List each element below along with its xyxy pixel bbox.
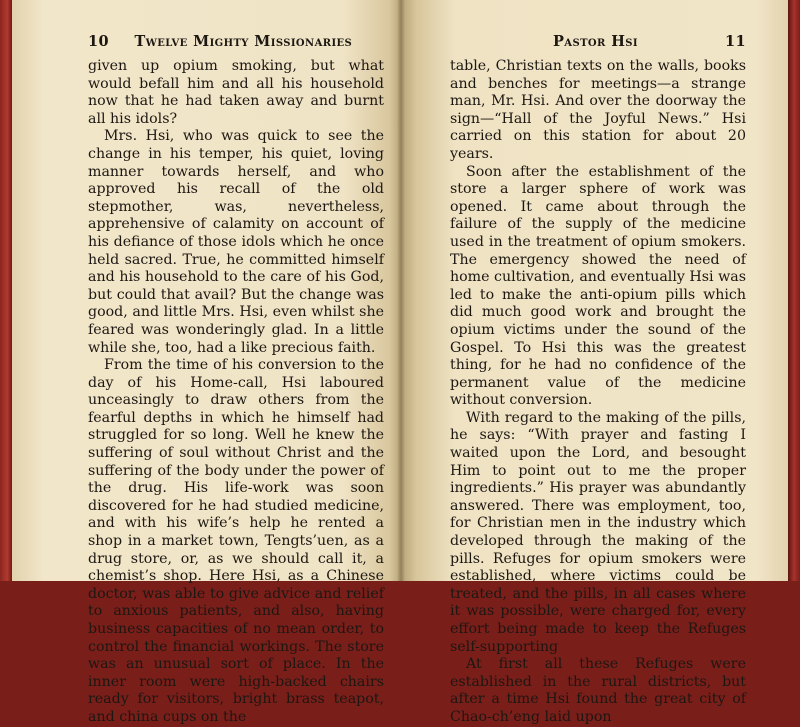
left-running-title: Twelve Mighty Missionaries	[134, 33, 353, 50]
paragraph: At first all these Refuges were established in the rural districts, but after a time Hsi found the great city of Chao-ch’eng laid upon	[450, 656, 746, 725]
left-body-text	[88, 58, 384, 727]
paragraph: Soon after the establishment of the store a larger sphere of work was opened. It came about through the failure of the supply of the medicine used in the treatment of opium smokers. The emergency showed the need of home cultivation, and eventually Hsi was led to make the anti-opium pills which did much good work and brought the opium victims under the sound of the Gospel. To Hsi this was the greatest thing, for he had no confidence of the permanent value of the medicine without conversion.	[450, 163, 746, 409]
paragraph: given up opium smoking, but what would befall him and all his household now that he had taken away and burnt all his idols?	[88, 58, 384, 127]
left-page-number: 10	[88, 33, 109, 50]
paragraph: Mrs. Hsi, who was quick to see the change in his temper, his quiet, loving manner towards herself, and who approved his recall of the old stepmother, was, nevertheless, apprehensive of calamity on account of his defiance of those idols which he once held sacred. True, he committed himself and his household to the care of his God, but could that avail? But the change was good, and little Mrs. Hsi, even whilst she feared was wonderingly glad. In a little while she, too, had a like precious faith.	[88, 128, 384, 356]
right-running-title-wrap	[553, 33, 638, 50]
right-page-number: 11	[725, 33, 746, 50]
left-page	[12, 0, 401, 725]
book-gutter	[397, 0, 405, 581]
right-running-title: Pastor Hsi	[553, 33, 638, 50]
right-page	[401, 0, 788, 725]
paragraph: From the time of his conversion to the day of his Home-call, Hsi laboured unceasingly to draw others from the fearful depths in which he himself had struggled for so long. Well he knew the suffering of soul without Christ and the suffering of the body under the power of the drug. His life-work was soon discovered for he had studied medicine, and with his wife’s help he rented a shop in a market town, Tengts’uen, as a drug store, or, as we should call it, a chemist’s shop. Here Hsi, as a Chinese doctor, was able to give advice and relief to anxious patients, and also, having business capacities of no mean order, to control the financial workings. The store was an unusual sort of place. In the inner room were high-backed chairs ready for visitors, bright brass teapot, and china cups on the	[88, 357, 384, 725]
paragraph: With regard to the making of the pills, he says: “With prayer and fasting I waited upon the Lord, and besought Him to point out to me the proper ingredients.” His prayer was abundantly answered. There was employment, too, for Christian men in the industry which developed through the making of the pills. Refuges for opium smokers were established, where victims could be treated, and the pills, in all cases where it was possible, were charged for, every effort being made to keep the Refuges self-supporting	[450, 409, 746, 655]
right-body-text	[450, 58, 746, 727]
right-page-number-wrap	[725, 33, 746, 50]
book-cover-right-edge	[788, 0, 800, 581]
book-cover-left-edge	[0, 0, 12, 581]
left-running-head	[88, 33, 352, 50]
paragraph: table, Christian texts on the walls, books and benches for meetings—a strange man, Mr. Hsi. And over the doorway the sign—“Hall of the Joyful News.” Hsi carried on this station for about 20 years.	[450, 58, 746, 162]
